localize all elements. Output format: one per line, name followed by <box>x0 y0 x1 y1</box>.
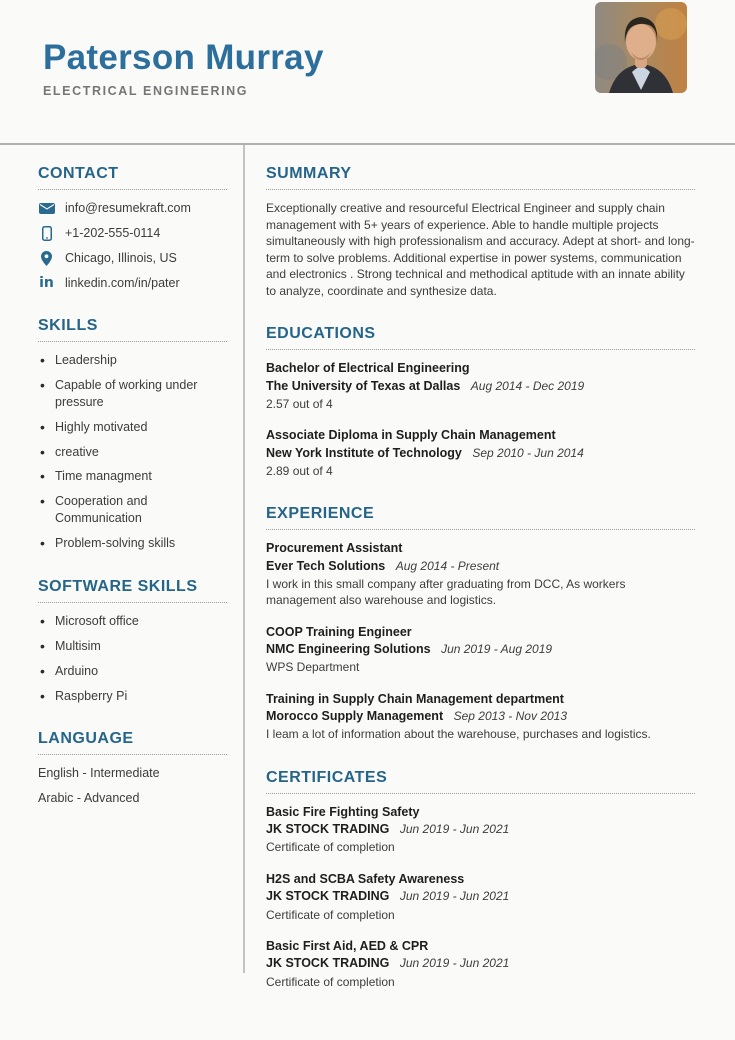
summary-text: Exceptionally creative and resourceful Electrical Engineer and supply chain management with 5+ years of experience. Able to handle multiple projects simultaneously with high professionalism and accuracy. Adept at short- and long-term to solve problems. Additional expertise in power systems, communication and electronics . Strong technical and methodical aptitude with an innate ability to analyze, coordinate and synthesize data. <box>266 201 695 298</box>
software-skill-item: • Microsoft office <box>38 613 227 630</box>
certificate-note: Certificate of completion <box>266 840 395 855</box>
certificate-org: JK STOCK TRADING <box>266 821 390 836</box>
left-column <box>0 145 245 973</box>
language-heading: LANGUAGE <box>38 730 227 755</box>
certificate-title: Basic Fire Fighting Safety <box>266 804 420 819</box>
education-degree: Bachelor of Electrical Engineering <box>266 361 470 376</box>
software-skill-item: • Arduino <box>38 663 227 680</box>
experience-company: NMC Engineering Solutions <box>266 641 431 656</box>
phone-icon <box>38 225 55 241</box>
certificate-org: JK STOCK TRADING <box>266 955 390 970</box>
certificate-dates: Jun 2019 - Jun 2021 <box>399 888 510 903</box>
section-contact <box>38 165 227 291</box>
education-item <box>266 360 695 412</box>
education-school: New York Institute of Technology <box>266 445 462 460</box>
education-gpa: 2.57 out of 4 <box>266 397 333 412</box>
education-gpa: 2.89 out of 4 <box>266 464 333 479</box>
section-certificates <box>266 769 695 990</box>
certificate-item <box>266 804 695 856</box>
skill-item: • Leadership <box>38 352 227 369</box>
certificate-item <box>266 871 695 923</box>
contact-phone-text: +1-202-555-0114 <box>65 226 161 240</box>
educations-heading: EDUCATIONS <box>266 325 695 350</box>
contact-item-location <box>38 250 227 266</box>
contact-item-phone <box>38 225 227 241</box>
education-dates: Aug 2014 - Dec 2019 <box>470 378 585 393</box>
experience-role: Procurement Assistant <box>266 541 403 556</box>
experience-company: Ever Tech Solutions <box>266 558 386 573</box>
language-item: Arabic - Advanced <box>38 791 140 806</box>
experience-role: COOP Training Engineer <box>266 624 412 639</box>
candidate-name: Paterson Murray <box>43 38 324 77</box>
language-item: English - Intermediate <box>38 766 160 781</box>
experience-description: WPS Department <box>266 660 360 675</box>
education-degree: Associate Diploma in Supply Chain Management <box>266 428 556 443</box>
skill-item: • Time managment <box>38 468 227 485</box>
summary-heading: SUMMARY <box>266 165 695 190</box>
contact-heading: CONTACT <box>38 165 227 190</box>
resume-header <box>0 0 735 145</box>
contact-item-linkedin <box>38 275 227 291</box>
section-summary <box>266 165 695 299</box>
certificate-title: Basic First Aid, AED & CPR <box>266 938 429 953</box>
certificate-item <box>266 938 695 990</box>
experience-item <box>266 540 695 608</box>
certificate-note: Certificate of completion <box>266 907 395 922</box>
experience-description: I leam a lot of information about the warehouse, purchases and logistics. <box>266 727 651 742</box>
contact-item-email <box>38 200 227 216</box>
section-software-skills <box>38 578 227 705</box>
contact-location-text: Chicago, Illinois, US <box>65 251 177 265</box>
experience-company: Morocco Supply Management <box>266 708 444 723</box>
software-skills-list <box>38 613 227 705</box>
skill-item: • Problem-solving skills <box>38 535 227 552</box>
certificate-title: H2S and SCBA Safety Awareness <box>266 871 465 886</box>
education-school: The University of Texas at Dallas <box>266 378 461 393</box>
right-column <box>245 145 735 989</box>
skill-item: • Cooperation and Communication <box>38 493 227 527</box>
section-experience <box>266 505 695 742</box>
software-skills-heading: SOFTWARE SKILLS <box>38 578 227 603</box>
profile-photo-image <box>595 2 687 93</box>
experience-dates: Sep 2013 - Nov 2013 <box>453 708 568 723</box>
education-dates: Sep 2010 - Jun 2014 <box>472 445 584 460</box>
section-skills <box>38 317 227 552</box>
resume-body <box>0 145 735 989</box>
skills-heading: SKILLS <box>38 317 227 342</box>
experience-item <box>266 691 695 743</box>
experience-role: Training in Supply Chain Management department <box>266 691 564 706</box>
linkedin-icon: in <box>39 275 54 291</box>
certificate-org: JK STOCK TRADING <box>266 888 390 903</box>
certificate-dates: Jun 2019 - Jun 2021 <box>399 955 510 970</box>
profile-photo <box>595 2 687 93</box>
software-skill-item: • Multisim <box>38 638 227 655</box>
experience-dates: Jun 2019 - Aug 2019 <box>441 641 553 656</box>
software-skill-item: • Raspberry Pi <box>38 688 227 705</box>
skill-item: • creative <box>38 444 227 461</box>
contact-linkedin-text: linkedin.com/in/pater <box>65 276 180 290</box>
certificate-dates: Jun 2019 - Jun 2021 <box>399 821 510 836</box>
location-icon <box>38 250 55 266</box>
skills-list <box>38 352 227 552</box>
section-language <box>38 730 227 805</box>
section-educations <box>266 325 695 479</box>
experience-description: I work in this small company after graduating from DCC, As workers management also warehouse and logistics. <box>266 577 626 608</box>
certificates-heading: CERTIFICATES <box>266 769 695 794</box>
experience-item <box>266 624 695 676</box>
education-item <box>266 427 695 479</box>
experience-dates: Aug 2014 - Present <box>395 558 500 573</box>
mail-icon <box>38 200 55 216</box>
contact-email-text: info@resumekraft.com <box>65 201 191 215</box>
experience-heading: EXPERIENCE <box>266 505 695 530</box>
certificate-note: Certificate of completion <box>266 974 395 989</box>
skill-item: • Capable of working under pressure <box>38 377 227 411</box>
candidate-job-title: ELECTRICAL ENGINEERING <box>43 83 249 98</box>
skill-item: • Highly motivated <box>38 419 227 436</box>
